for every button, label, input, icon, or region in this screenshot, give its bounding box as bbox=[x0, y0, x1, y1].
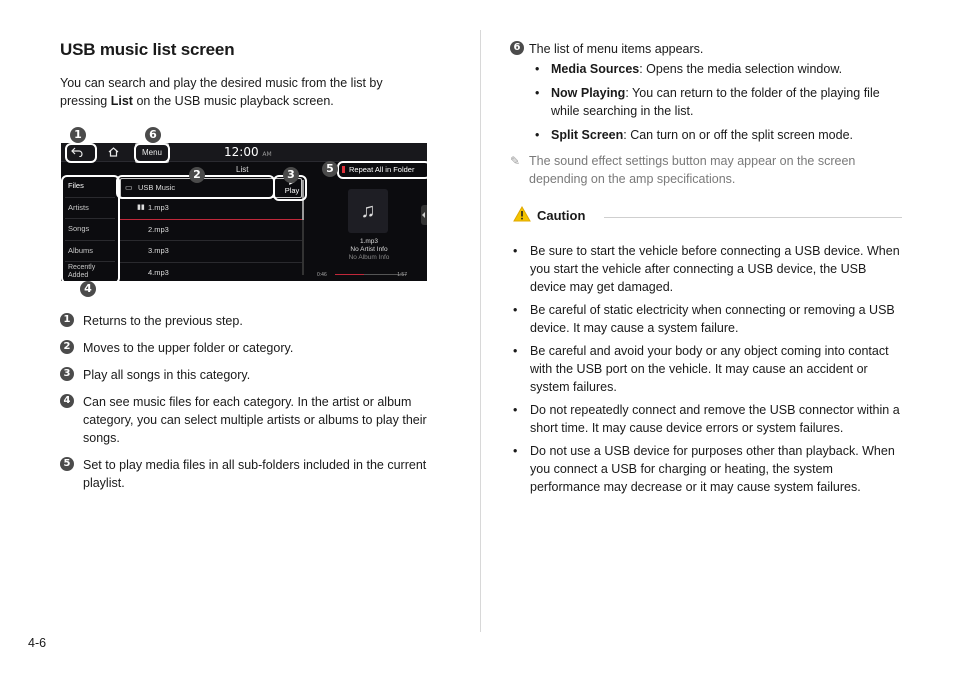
legend-badge: 3 bbox=[60, 367, 74, 381]
section-title: USB music list screen bbox=[60, 40, 235, 59]
legend-badge: 5 bbox=[60, 457, 74, 471]
warning-icon bbox=[513, 206, 531, 222]
note bbox=[510, 152, 902, 188]
caution-item: • Be sure to start the vehicle before connecting a USB device. When you start the vehicle after connecting a USB device, the USB device may get damaged. bbox=[510, 242, 902, 296]
file-name: 4.mp3 bbox=[148, 267, 169, 277]
callout-badge-1: 1 bbox=[70, 127, 86, 143]
note-text: The sound effect settings button may appear on the screen depending on the amp specifications. bbox=[529, 154, 856, 186]
caution-header bbox=[510, 206, 902, 226]
menu-desc: : Opens the media selection window. bbox=[639, 62, 843, 76]
usb-list-screenshot bbox=[61, 143, 427, 281]
sidebar-item-artists[interactable]: Artists bbox=[65, 198, 115, 220]
caution-title: Caution bbox=[537, 208, 586, 223]
intro-line-1: You can search and play the desired music from the list by bbox=[60, 76, 383, 90]
legend-item bbox=[60, 339, 460, 357]
callout-badge-5: 5 bbox=[322, 161, 338, 177]
sidebar-item-albums[interactable]: Albums bbox=[65, 241, 115, 263]
play-label: Play bbox=[284, 186, 300, 195]
album-info: No Album Info bbox=[348, 254, 390, 261]
intro-list-term: List bbox=[110, 94, 133, 108]
folder-icon: ▭ bbox=[125, 183, 133, 192]
menu-bullet bbox=[510, 84, 902, 120]
callout-box-back bbox=[65, 143, 97, 163]
menu-items-lead bbox=[510, 40, 902, 58]
sidebar-item-songs[interactable]: Songs bbox=[65, 219, 115, 241]
caution-item: • Do not repeatedly connect and remove the USB connector within a short time. It may cause device errors or system failures. bbox=[510, 401, 902, 437]
intro-line-2a: pressing bbox=[60, 94, 111, 108]
legend-item bbox=[60, 366, 460, 384]
intro-text bbox=[60, 74, 460, 110]
legend-item bbox=[60, 456, 460, 492]
clock bbox=[224, 145, 272, 159]
side-panel-handle[interactable] bbox=[421, 205, 427, 225]
right-column bbox=[510, 40, 902, 501]
repeat-all-button[interactable]: Repeat All in Folder bbox=[342, 165, 414, 174]
menu-term: Media Sources bbox=[551, 62, 640, 76]
clock-time: 12:00 bbox=[224, 145, 259, 159]
caution-item: • Be careful of static electricity when connecting or removing a USB device. It may cause a system failure. bbox=[510, 301, 902, 337]
menu-bullet bbox=[510, 60, 902, 78]
legend-text: Can see music files for each category. In the artist or album category, you can select multiple artists or albums to play their songs. bbox=[83, 395, 427, 445]
sidebar-item-files[interactable]: Files bbox=[65, 176, 115, 198]
file-name: 2.mp3 bbox=[148, 224, 169, 234]
song-info bbox=[333, 238, 405, 262]
sidebar-item-recently-added[interactable]: Recently Added bbox=[68, 264, 96, 279]
caution-list bbox=[510, 242, 902, 496]
callout-legend bbox=[60, 312, 460, 501]
legend-badge-6: 6 bbox=[510, 41, 524, 55]
list-item[interactable] bbox=[120, 263, 302, 284]
intro-line-2c: on the USB music playback screen. bbox=[132, 94, 334, 108]
album-art bbox=[348, 189, 388, 233]
legend-badge: 4 bbox=[60, 394, 74, 408]
menu-term: Split Screen bbox=[551, 128, 624, 142]
legend-text: Moves to the upper folder or category. bbox=[83, 341, 294, 355]
list-title: List bbox=[236, 165, 249, 174]
callout-badge-6: 6 bbox=[145, 127, 161, 143]
caution-item: • Do not use a USB device for purposes other than playback. When you connect a USB for charging or heating, the system performance may decrease or it may cause system failures. bbox=[510, 442, 902, 496]
song-title: 1.mp3 bbox=[359, 238, 379, 245]
callout-box-repeat bbox=[337, 161, 431, 179]
menu-term: Now Playing bbox=[551, 86, 626, 100]
time-elapsed: 0:46 bbox=[317, 272, 327, 278]
menu-button[interactable]: Menu bbox=[135, 143, 169, 163]
menu-items-section bbox=[510, 40, 902, 144]
callout-badge-2: 2 bbox=[189, 167, 205, 183]
legend-text: Returns to the previous step. bbox=[83, 314, 243, 328]
list-item[interactable] bbox=[120, 220, 302, 242]
callout-badge-4: 4 bbox=[80, 281, 96, 297]
callout-box-menu bbox=[134, 143, 170, 163]
folder-label: USB Music bbox=[138, 183, 176, 192]
left-column bbox=[60, 40, 460, 110]
home-icon bbox=[108, 147, 119, 157]
callout-badge-3: 3 bbox=[283, 167, 299, 183]
legend-text: Set to play media files in all sub-folders included in the current playlist. bbox=[83, 458, 427, 490]
artist-info: No Artist Info bbox=[350, 246, 388, 253]
list-item[interactable] bbox=[120, 241, 302, 263]
pencil-icon: ✎ bbox=[510, 154, 521, 168]
legend-text: Play all songs in this category. bbox=[83, 368, 251, 382]
legend-item bbox=[60, 393, 460, 447]
column-divider bbox=[480, 30, 481, 632]
now-playing-icon: ▮▮ bbox=[137, 204, 145, 211]
list-item[interactable] bbox=[120, 198, 302, 220]
screen-top-bar bbox=[61, 143, 427, 162]
legend-badge: 2 bbox=[60, 340, 74, 354]
file-name: 3.mp3 bbox=[148, 246, 169, 255]
menu-desc: : Can turn on or off the split screen mode. bbox=[623, 128, 854, 142]
file-name: 1.mp3 bbox=[148, 203, 169, 212]
legend-badge: 1 bbox=[60, 313, 74, 327]
menu-items-text: The list of menu items appears. bbox=[529, 42, 704, 56]
music-note-icon: ♫ bbox=[360, 200, 376, 222]
menu-desc: : You can return to the folder of the playing file while searching in the list. bbox=[551, 86, 880, 118]
menu-bullet bbox=[510, 126, 902, 144]
time-total: 1:57 bbox=[397, 272, 407, 278]
caution-item: • Be careful and avoid your body or any object coming into contact with the USB port on the vehicle. It may cause an accident or system failures. bbox=[510, 342, 902, 396]
clock-ampm: AM bbox=[262, 151, 272, 158]
page-number: 4-6 bbox=[28, 636, 47, 650]
legend-item bbox=[60, 312, 460, 330]
home-button[interactable] bbox=[101, 143, 125, 161]
caution-rule bbox=[604, 217, 902, 218]
time-readout bbox=[317, 272, 417, 278]
callout-box-sidebar bbox=[61, 175, 120, 284]
